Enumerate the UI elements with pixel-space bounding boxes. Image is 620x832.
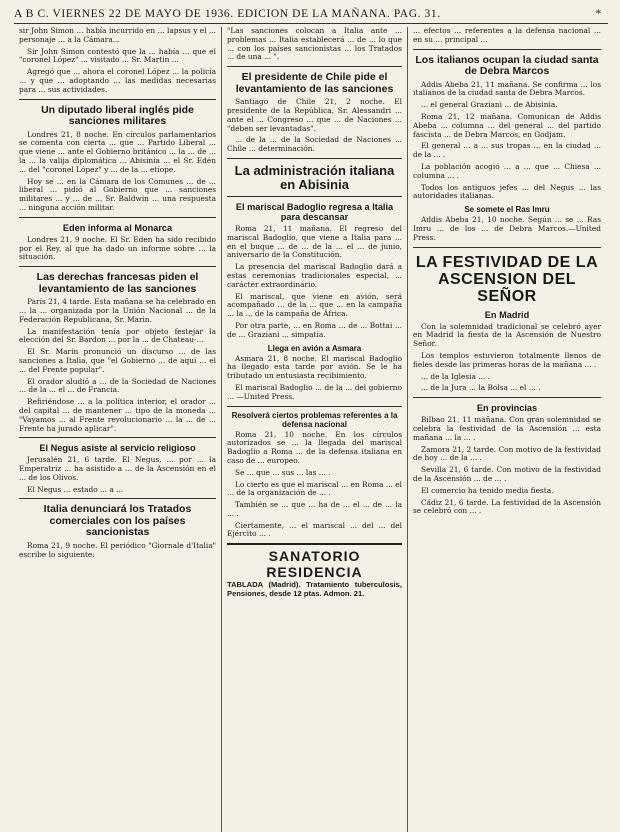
paragraph: La presencia del mariscal Badoglio dará a estas ceremonias tradicionales especial, ... carácter extraordinario. [227,262,402,289]
paragraph: Londres 21, 8 noche. En círculos parlamentarios se comenta con cierta ... que ... Partido Liberal ... que viene ... ante el Gobierno británico ... la ... de ... la ... la valija diplomática ... Abisinia ... el Sr. Edén ... del "coronel López" y ... de la ... etíope. [19,129,216,174]
ad-text: TABLADA (Madrid). Tratamiento tuberculosis, Pensiones, desde 12 ptas. Admon. 21. [227,580,402,599]
paragraph: También se ... que ... ha de ... el ... de ... la ... . [227,500,402,518]
paragraph: El Sr. Marin pronunció un discurso ... de las sanciones a Italia, que "el Gobierno ... de aquí ... el ... del Frente popular". [19,347,216,374]
divider [413,49,601,50]
paragraph: ... de la ... de la Sociedad de Naciones ... Chile ... determinación. [227,135,402,154]
column-3 [408,27,606,832]
headline: El presidente de Chile pide el levantamiento de las sanciones [235,71,394,95]
paragraph: Hoy se ... en la Cámara de los Comunes ... de ... liberal ... pidió al Gobierno que ... sanciones militares ... y ... de ... Sr. Baldwin ... una respuesta ... ninguna acción militar. [19,176,216,212]
headline: Eden informa al Monarca [62,222,173,233]
paragraph: París 21, 4 tarde. Esta mañana se ha celebrado en ... la ... organizada por la Unión Nacional ... de la Federación Republicana, Sr. Marin. [19,297,216,324]
paragraph: ... el general Graziani ... de Abisinia. [421,100,558,110]
divider [19,99,216,100]
paragraph: Cádiz 21, 6 tarde. La festividad de la Ascensión se celebró con ... . [413,497,601,516]
divider [19,217,216,218]
paragraph: ... de la Iglesia ... . [421,371,491,381]
headline: El Negus asiste al servicio religioso [39,443,196,454]
divider [19,266,216,267]
paragraph: El Negus ... estado ... a ... [27,484,124,494]
column-2 [222,27,408,832]
paragraph: Todos los antiguos jefes ... del Negus ... las autoridades italianas. [413,182,601,201]
paragraph: Refiriéndose ... a la política interior, el orador ... del capital ... de mantener ... tipo de la moneda ... "Vayamos ... al Frente revolucionario ... la ... de ... Frente ha jurado aplicar". [19,397,216,433]
headline: El mariscal Badoglio regresa a Italia para descansar [235,201,394,222]
paragraph: Santiago de Chile 21, 2 noche. El presidente de la República, Sr. Alessandri ... ante el ... Congreso ... que ... de Naciones ... "deben ser levantadas". [227,97,402,133]
paragraph: Con la solemnidad tradicional se celebró ayer en Madrid la fiesta de la Ascensión de Nuestro Señor. [413,321,601,349]
paragraph: Roma 21, 11 mañana. El regreso del mariscal Badoglio, que viene a Italia para ... en el buque ... de ... de la ... el ... de junio, aniversario de la Constitución. [227,223,402,260]
paragraph: Roma 21, 10 noche. En los círculos autorizados se ... la llegada del mariscal Badoglio a Roma ... de la defensa italiana en caso de ... europeo. [227,429,402,465]
section-headline: LA FESTIVIDAD DE LA ASCENSION DEL SEÑOR [415,253,599,305]
headline: Los italianos ocupan la ciudad santa de Debra Marcos [415,53,599,78]
paragraph: Bilbao 21, 11 mañana. Con gran solemnidad se celebra la festividad de la Ascensión ... esta mañana ... la ... . [413,415,601,442]
star-mark: * [595,6,602,20]
paragraph: Roma 21, 12 mañana. Comunican de Addis Abeba ... columna ... del general ... del partido fascista ... de Debra Marcos, en Godjam. [413,111,601,139]
ad-title: SANATORIO RESIDENCIA [266,548,363,581]
section-headline: La administración italiana en Abisinia [234,162,395,192]
subheadline: Se somete el Ras Imru [464,205,550,215]
headline: En provincias [476,403,538,414]
paragraph: Jerusalén 21, 6 tarde. El Negus, ... por ... la Emperatriz ... ha asistido a ... de la Ascensión en el ... de los Olivos. [19,455,216,482]
paragraph: Addis Abeba 21, 10 noche. Según ... se ... Ras Imru ... de los ... de Debra Marcos.—United Press. [413,215,601,242]
paragraph: El comercio ha tenido media fiesta. [421,485,554,495]
paragraph: Sir John Simon contestó que la ... había ... que el "coronel López" ... visitado ... Sr. Martin ... [19,46,216,65]
headline: Italia denunciará los Tratados comerciales con los países sancionistas [43,503,192,539]
advertisement [227,543,402,598]
paragraph: El mariscal Badoglio ... de la ... del gobierno ... —United Press. [227,382,402,401]
divider [227,196,402,197]
masthead [14,6,608,24]
headline: Las derechas francesas piden el levantamiento de las sanciones [36,271,199,295]
paragraph: El orador aludió a ... de la Sociedad de Naciones ... de la ... el ... de Francia. [19,376,216,395]
paragraph: Sevilla 21, 6 tarde. Con motivo de la festividad de la Ascensión ... de ... . [413,465,601,483]
paragraph: La manifestación tenía por objeto festejar la elección del Sr. Bardon ... por la ... de Chateau-... [19,326,216,345]
paragraph: "Las sanciones colocan a Italia ante ... problemas ... Italia establecerá ... de ... lo que ... con los países sancionistas ... los Tratados ... de una ... ". [227,27,402,62]
paragraph: Lo cierto es que el mariscal ... en Roma ... el ... de la organización de ... . [227,479,402,498]
divider [227,406,402,407]
paragraph: Ciertamente, ... el mariscal ... del ... del Ejército ... . [227,520,402,539]
paragraph: Los templos estuvieron totalmente llenos de fieles desde las primeras horas de la mañana ... . [413,350,601,369]
subheadline: Llega en avión a Asmara [267,343,362,353]
divider [413,247,601,248]
headline: En Madrid [484,309,530,320]
divider [227,66,402,67]
subheadline: Resolverá ciertos problemas referentes a la defensa nacional [231,410,398,429]
paragraph: Agregó que ... ahora el coronel López ... la policía ... y que ... adoptando ... las medidas necesarias para ... sus actividades. [19,67,216,94]
paragraph: Por otra parte, ... en Roma ... de ... Bottai ... de ... Graziani ... simpatía. [227,320,402,339]
divider [227,158,402,159]
paragraph: Se ... que ... sus ... las ... . [235,467,331,477]
divider [19,498,216,499]
paragraph: La población acogió ... a ... que ... Chiesa ... columna ... . [413,161,601,180]
paragraph: El mariscal, que viene en avión, será acompañado ... de la ... que ... en la campaña ... la ... de la campaña de África. [227,291,402,319]
headline: Un diputado liberal inglés pide sanciones militares [41,103,194,128]
divider [19,437,216,438]
masthead-text: A B C. VIERNES 22 DE MAYO DE 1936. EDICION DE LA MAÑANA. PAG. 31. [14,8,441,20]
paragraph: Asmara 21, 8 noche. El mariscal Badoglio ha llegado esta tarde por avión. Se le ha tributado un entusiasta recibimiento. [227,353,402,381]
paragraph: ... efectos ... referentes a la defensa nacional ... en su ... principal ... [413,27,601,44]
paragraph: sir John Simon ... había incurrido en ... lapsus y el ... personaje ... a la Cámara... [19,27,216,44]
paragraph: Addis Abeba 21, 11 mañana. Se confirma ... los italianos de la ciudad santa de Debra Marcos. [413,79,601,98]
paragraph: Roma 21, 9 noche. El periódico "Giornale d'Italia" escribe lo siguiente: [19,540,216,559]
paragraph: Londres 21, 9 noche. El Sr. Eden ha sido recibido por el Rey, al que ha dado un informe sobre ... la situación. [19,234,216,262]
paragraph: ... de la Jura ... la Bolsa ... el ... . [421,383,541,393]
divider [413,397,601,398]
paragraph: Zamora 21, 2 tarde. Con motivo de la festividad de hoy ... de la ... . [413,444,601,463]
paragraph: El general ... a ... sus tropas ... en la ciudad ... de la ... . [413,141,601,160]
column-1 [14,27,222,832]
